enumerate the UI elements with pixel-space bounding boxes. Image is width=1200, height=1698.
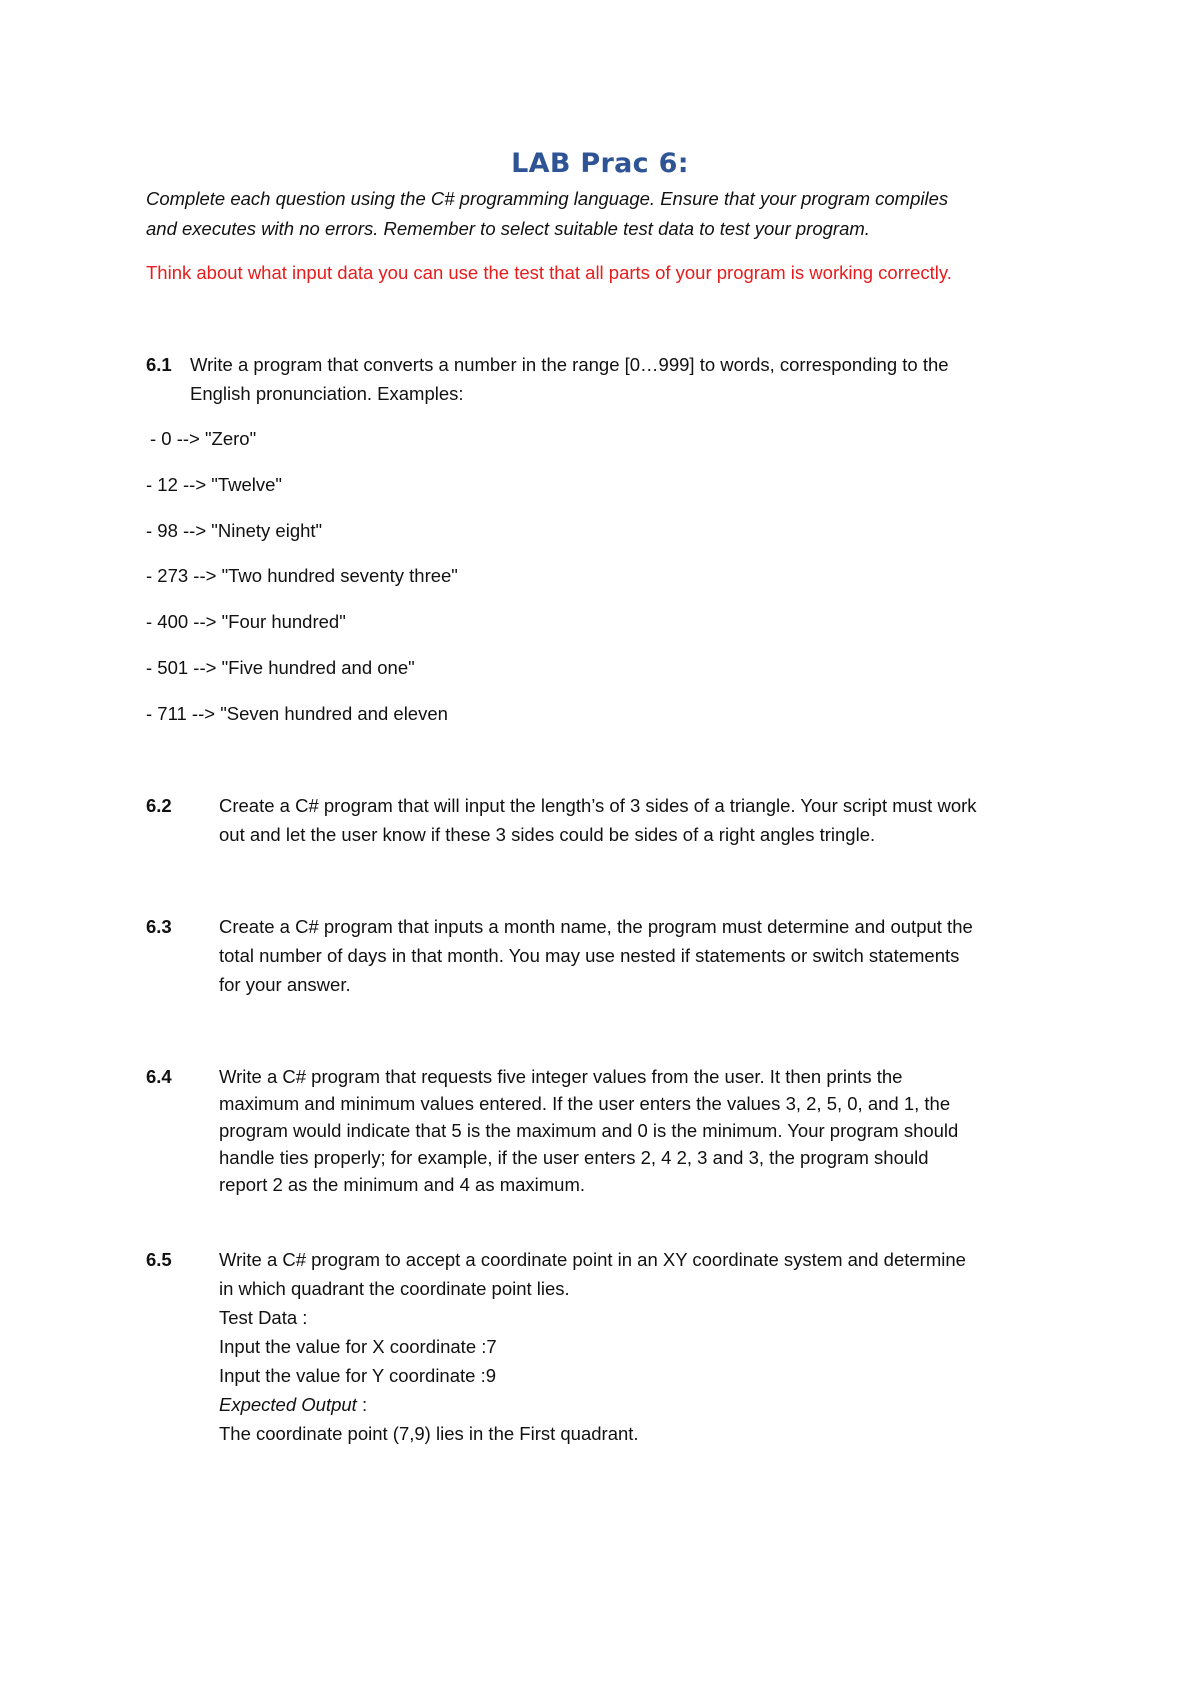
question-text-line: Write a C# program to accept a coordinate point in an XY coordinate system and determine xyxy=(219,1249,966,1270)
example-item: - 273 --> "Two hundred seventy three" xyxy=(146,565,458,586)
question-text-line: program would indicate that 5 is the maximum and 0 is the minimum. Your program should xyxy=(219,1120,959,1141)
question-text xyxy=(219,912,1099,999)
question-text-line: Write a C# program that requests five integer values from the user. It then prints the xyxy=(219,1066,903,1087)
example-item: - 501 --> "Five hundred and one" xyxy=(146,657,415,678)
page-title: LAB Prac 6: xyxy=(511,148,689,179)
question-text-line: total number of days in that month. You may use nested if statements or switch statements xyxy=(219,945,960,966)
example-item: - 12 --> "Twelve" xyxy=(146,474,282,495)
question-number: 6.3 xyxy=(146,916,172,937)
expected-output-text: Expected Output xyxy=(219,1394,357,1415)
question-number: 6.1 xyxy=(146,354,172,375)
question-text-line: report 2 as the minimum and 4 as maximum. xyxy=(219,1174,586,1195)
example-item: - 711 --> "Seven hundred and eleven xyxy=(146,703,448,724)
question-text-line: Write a program that converts a number in the range [0…999] to words, corresponding to the xyxy=(190,354,949,375)
test-data-x: Input the value for X coordinate :7 xyxy=(219,1336,497,1357)
warning-note: Think about what input data you can use the test that all parts of your program is working correctly. xyxy=(146,262,952,283)
question-text-line: in which quadrant the coordinate point lies. xyxy=(219,1278,570,1299)
intro-line-1: Complete each question using the C# programming language. Ensure that your program compiles xyxy=(146,188,949,209)
expected-output-label xyxy=(219,1390,1099,1419)
question-number: 6.4 xyxy=(146,1066,172,1087)
example-item: - 400 --> "Four hundred" xyxy=(146,611,346,632)
question-number: 6.2 xyxy=(146,795,172,816)
question-text-line: English pronunciation. Examples: xyxy=(190,383,464,404)
intro-line-2: and executes with no errors. Remember to select suitable test data to test your program. xyxy=(146,218,870,239)
question-text xyxy=(219,1063,1099,1198)
question-text xyxy=(219,1245,1099,1448)
question-text-line: maximum and minimum values entered. If the user enters the values 3, 2, 5, 0, and 1, the xyxy=(219,1093,951,1114)
question-text xyxy=(219,791,1099,849)
question-text-line: for your answer. xyxy=(219,974,351,995)
question-number: 6.5 xyxy=(146,1249,172,1270)
test-data-label: Test Data : xyxy=(219,1307,308,1328)
question-text-line: Create a C# program that inputs a month name, the program must determine and output the xyxy=(219,916,973,937)
test-data-y: Input the value for Y coordinate :9 xyxy=(219,1365,497,1386)
example-item: - 0 --> "Zero" xyxy=(150,428,257,449)
expected-output-colon: : xyxy=(356,1394,368,1415)
question-text-line: out and let the user know if these 3 sides could be sides of a right angles tringle. xyxy=(219,824,876,845)
question-text-line: Create a C# program that will input the length’s of 3 sides of a triangle. Your script must work xyxy=(219,795,977,816)
question-text-line: handle ties properly; for example, if the user enters 2, 4 2, 3 and 3, the program should xyxy=(219,1147,929,1168)
example-item: - 98 --> "Ninety eight" xyxy=(146,520,323,541)
expected-output-line: The coordinate point (7,9) lies in the First quadrant. xyxy=(219,1423,639,1444)
